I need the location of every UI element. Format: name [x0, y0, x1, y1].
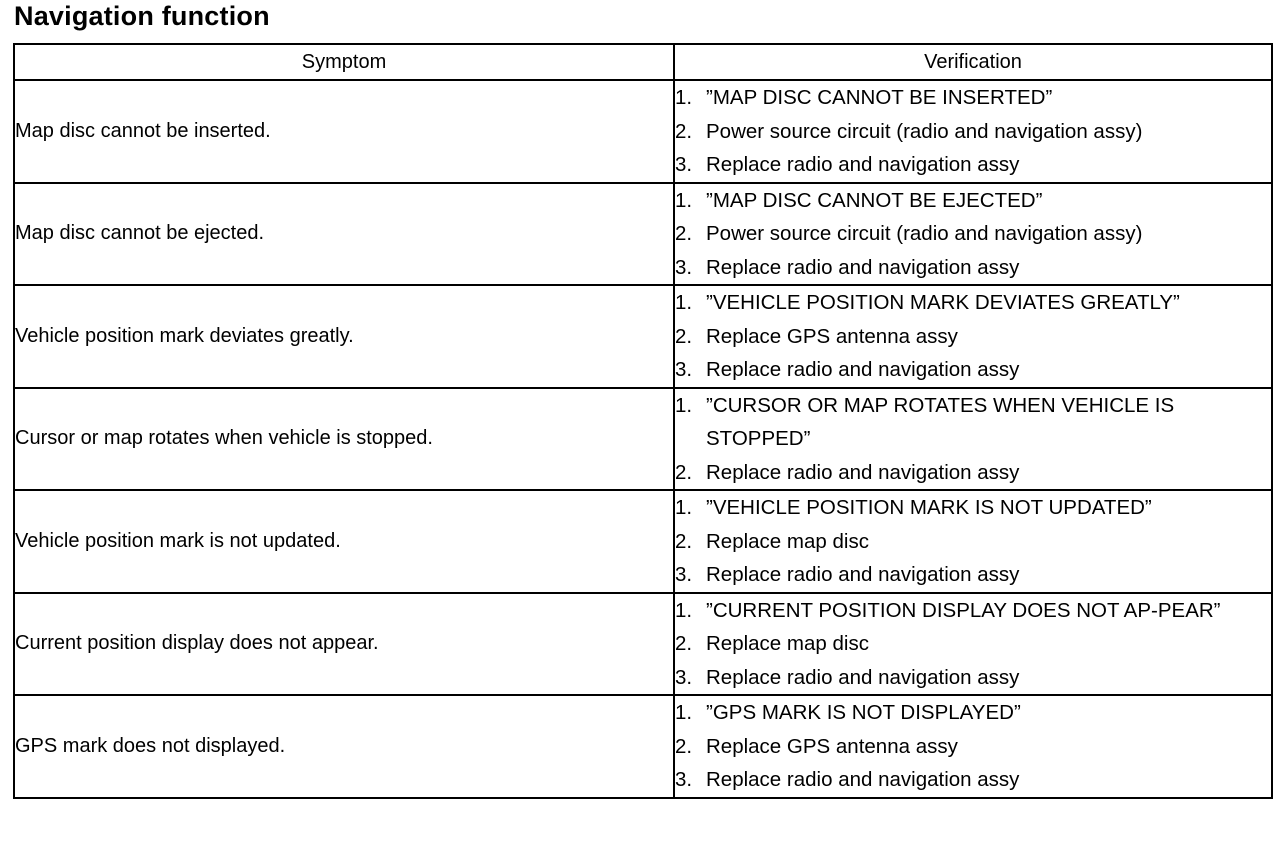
- page-title: Navigation function: [14, 1, 270, 31]
- verification-step: [675, 286, 1271, 320]
- step-number: 2.: [675, 460, 693, 484]
- verification-column-header: Verification: [674, 44, 1272, 80]
- step-number: 3.: [675, 255, 693, 279]
- step-text: ”CURSOR OR MAP ROTATES WHEN VEHICLE IS STOPPED”: [706, 393, 1175, 450]
- step-number: 1.: [675, 701, 693, 724]
- symptom-cell: Vehicle position mark deviates greatly.: [14, 285, 674, 388]
- table-row: [14, 80, 1272, 183]
- step-number: 2.: [675, 529, 693, 553]
- step-text: ”MAP DISC CANNOT BE EJECTED”: [706, 188, 1043, 212]
- table-row: [14, 490, 1272, 593]
- symptom-column-header: Symptom: [14, 44, 674, 80]
- verification-step: [675, 148, 1271, 182]
- symptom-table: [13, 43, 1273, 799]
- step-text: Replace radio and navigation assy: [706, 255, 1020, 279]
- verification-cell: [674, 285, 1272, 388]
- step-text: ”CURRENT POSITION DISPLAY DOES NOT AP-PEAR”: [706, 598, 1221, 622]
- step-text: ”MAP DISC CANNOT BE INSERTED”: [706, 86, 1053, 109]
- verification-cell: [674, 490, 1272, 593]
- symptom-cell: Cursor or map rotates when vehicle is stopped.: [14, 388, 674, 491]
- verification-step: [675, 217, 1271, 251]
- verification-steps: [675, 184, 1271, 285]
- step-text: ”VEHICLE POSITION MARK IS NOT UPDATED”: [706, 496, 1152, 519]
- step-number: 1.: [675, 496, 693, 519]
- step-text: ”VEHICLE POSITION MARK DEVIATES GREATLY”: [706, 291, 1180, 314]
- step-text: Replace radio and navigation assy: [706, 460, 1020, 484]
- step-number: 3.: [675, 153, 693, 176]
- step-text: Power source circuit (radio and navigation assy): [706, 222, 1143, 245]
- table-row: [14, 695, 1272, 798]
- step-number: 3.: [675, 768, 693, 791]
- symptom-cell: Current position display does not appear.: [14, 593, 674, 696]
- symptom-cell: Map disc cannot be inserted.: [14, 80, 674, 183]
- step-text: Replace GPS antenna assy: [706, 324, 958, 348]
- step-number: 3.: [675, 563, 693, 586]
- symptom-cell: Vehicle position mark is not updated.: [14, 490, 674, 593]
- table-row: [14, 388, 1272, 491]
- table-row: [14, 183, 1272, 286]
- step-text: Replace radio and navigation assy: [706, 153, 1020, 176]
- step-number: 1.: [675, 188, 693, 212]
- step-text: Replace GPS antenna assy: [706, 734, 958, 758]
- step-number: 2.: [675, 734, 693, 758]
- symptom-cell: Map disc cannot be ejected.: [14, 183, 674, 286]
- step-text: Replace radio and navigation assy: [706, 358, 1020, 381]
- verification-step: [675, 696, 1271, 730]
- verification-step: [675, 115, 1271, 149]
- step-text: Power source circuit (radio and navigation assy): [706, 119, 1143, 143]
- step-text: Replace radio and navigation assy: [706, 768, 1020, 791]
- step-text: Replace radio and navigation assy: [706, 665, 1020, 689]
- step-number: 2.: [675, 324, 693, 348]
- verification-step: [675, 389, 1271, 456]
- verification-cell: [674, 695, 1272, 798]
- step-text: Replace map disc: [706, 632, 869, 655]
- verification-step: [675, 251, 1271, 285]
- verification-cell: [674, 80, 1272, 183]
- step-number: 3.: [675, 665, 693, 689]
- step-number: 1.: [675, 86, 693, 109]
- verification-step: [675, 525, 1271, 559]
- step-number: 2.: [675, 222, 693, 245]
- verification-step: [675, 594, 1271, 628]
- step-number: 3.: [675, 358, 693, 381]
- verification-step: [675, 730, 1271, 764]
- verification-step: [675, 353, 1271, 387]
- step-number: 1.: [675, 393, 693, 417]
- verification-cell: [674, 593, 1272, 696]
- table-row: [14, 285, 1272, 388]
- verification-step: [675, 491, 1271, 525]
- verification-steps: [675, 389, 1271, 490]
- verification-step: [675, 81, 1271, 115]
- table-row: [14, 593, 1272, 696]
- verification-steps: [675, 491, 1271, 592]
- verification-steps: [675, 286, 1271, 387]
- step-number: 2.: [675, 119, 693, 143]
- verification-step: [675, 661, 1271, 695]
- verification-steps: [675, 81, 1271, 182]
- step-text: ”GPS MARK IS NOT DISPLAYED”: [706, 701, 1021, 724]
- step-text: Replace radio and navigation assy: [706, 563, 1020, 586]
- step-number: 1.: [675, 291, 693, 314]
- verification-step: [675, 456, 1271, 490]
- verification-steps: [675, 594, 1271, 695]
- table-header-row: [14, 44, 1272, 80]
- verification-step: [675, 184, 1271, 218]
- verification-cell: [674, 183, 1272, 286]
- step-number: 1.: [675, 598, 693, 622]
- step-text: Replace map disc: [706, 529, 869, 553]
- verification-steps: [675, 696, 1271, 797]
- verification-cell: [674, 388, 1272, 491]
- symptom-cell: GPS mark does not displayed.: [14, 695, 674, 798]
- verification-step: [675, 763, 1271, 797]
- verification-step: [675, 627, 1271, 661]
- verification-step: [675, 320, 1271, 354]
- step-number: 2.: [675, 632, 693, 655]
- verification-step: [675, 558, 1271, 592]
